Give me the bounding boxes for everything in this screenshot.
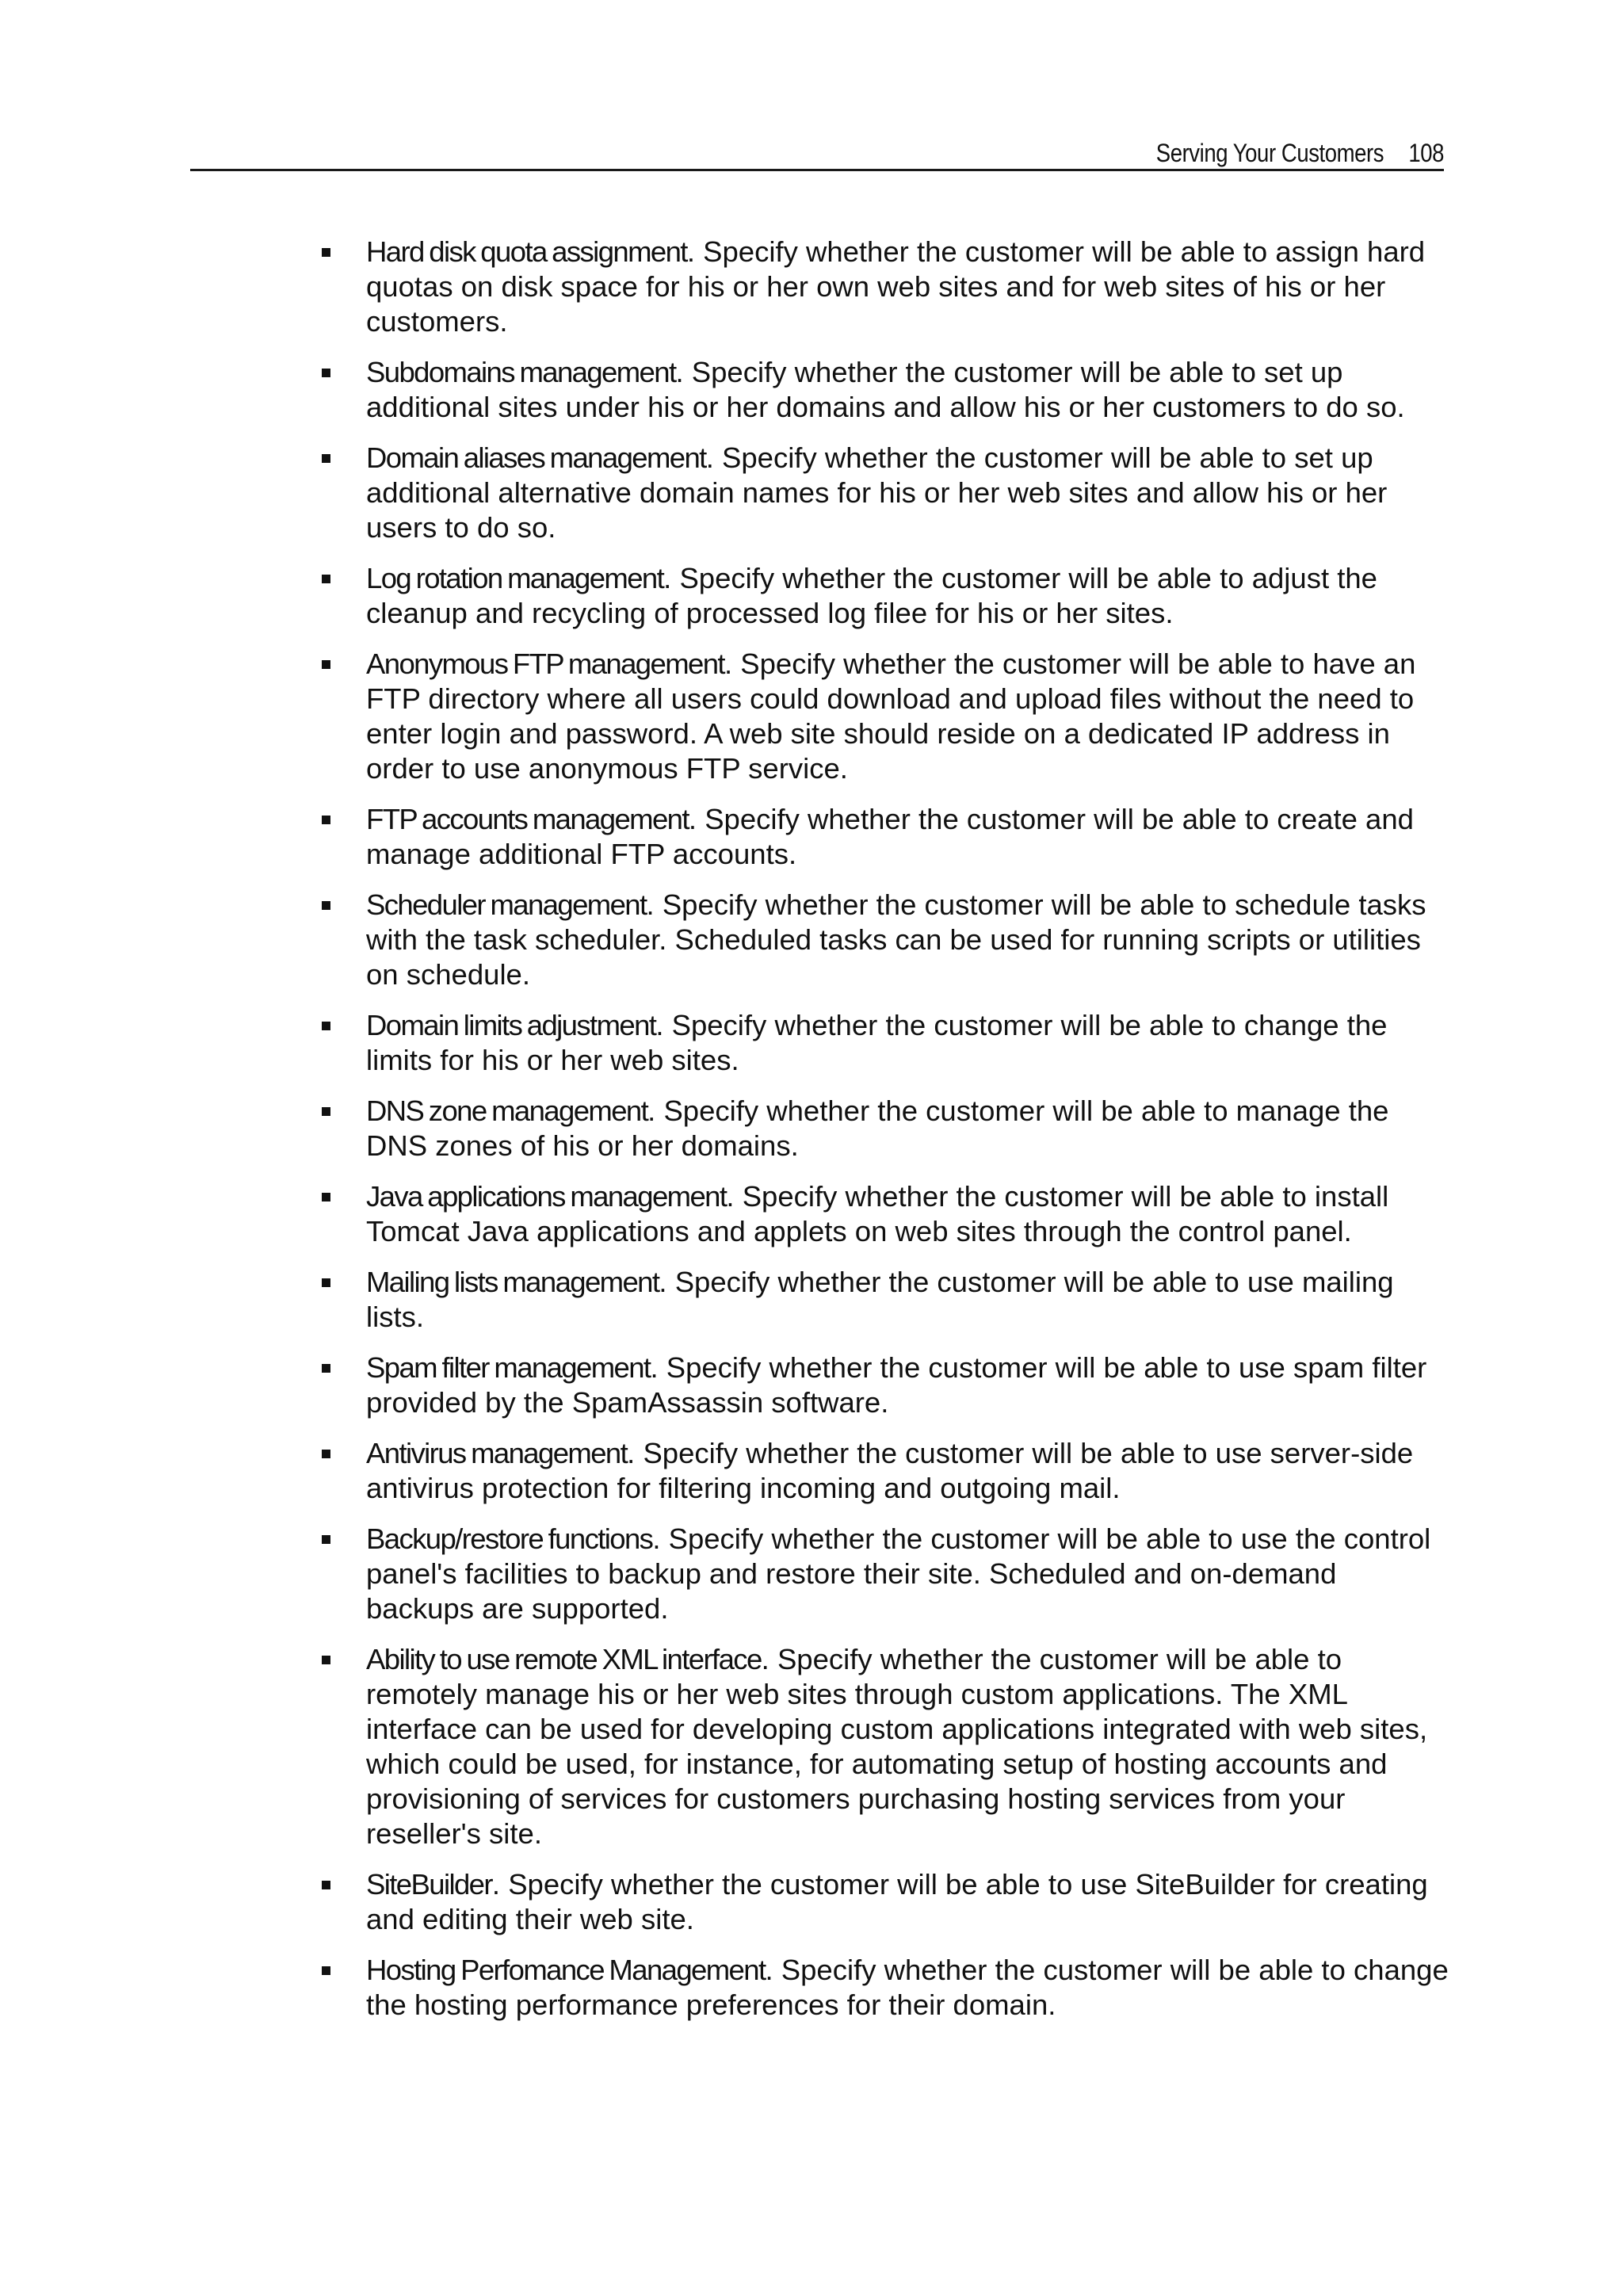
item-term: FTP accounts management bbox=[366, 803, 689, 835]
list-item bbox=[315, 235, 1449, 339]
square-bullet-icon bbox=[322, 369, 330, 377]
square-bullet-icon bbox=[322, 816, 330, 824]
item-description: . Specify whether the customer will be able to use mailing lists. bbox=[366, 1266, 1394, 1333]
list-item bbox=[315, 647, 1449, 786]
list-item bbox=[315, 1436, 1449, 1506]
item-description: . Specify whether the customer will be able to use the control panel's facilities to backup and restore their site. Scheduled and on-demand backups are supported. bbox=[366, 1522, 1431, 1625]
item-term: Scheduler management bbox=[366, 888, 647, 921]
list-item bbox=[315, 355, 1449, 425]
square-bullet-icon bbox=[322, 1022, 330, 1030]
square-bullet-icon bbox=[322, 1881, 330, 1889]
list-item bbox=[315, 1094, 1449, 1163]
item-description: . Specify whether the customer will be able to use spam filter provided by the SpamAssassin software. bbox=[366, 1351, 1427, 1419]
square-bullet-icon bbox=[322, 1193, 330, 1201]
square-bullet-icon bbox=[322, 660, 330, 669]
item-term: Log rotation management bbox=[366, 562, 664, 594]
item-term: DNS zone management bbox=[366, 1095, 648, 1127]
list-item bbox=[315, 561, 1449, 631]
list-item bbox=[315, 441, 1449, 545]
item-term: Antivirus management bbox=[366, 1437, 628, 1469]
square-bullet-icon bbox=[322, 248, 330, 257]
item-description: . Specify whether the customer will be able to adjust the cleanup and recycling of processed log filee for his or her sites. bbox=[366, 562, 1377, 629]
item-description: . Specify whether the customer will be able to assign hard quotas on disk space for his or her own web sites and for web sites of his or her customers. bbox=[366, 235, 1426, 338]
item-description: . Specify whether the customer will be able to manage the DNS zones of his or her domains. bbox=[366, 1095, 1389, 1162]
square-bullet-icon bbox=[322, 1656, 330, 1664]
item-term: Mailing lists management bbox=[366, 1266, 659, 1298]
item-term: Backup/restore functions bbox=[366, 1522, 653, 1555]
list-item bbox=[315, 1265, 1449, 1335]
item-term: Hard disk quota assignment bbox=[366, 235, 687, 268]
item-term: Domain aliases management bbox=[366, 441, 706, 474]
list-item bbox=[315, 888, 1449, 992]
running-header-title: Serving Your Customers bbox=[1155, 139, 1384, 167]
list-item bbox=[315, 1953, 1449, 2023]
item-term: Java applications management bbox=[366, 1180, 727, 1213]
item-term: Domain limits adjustment bbox=[366, 1009, 656, 1041]
item-description: . Specify whether the customer will be able to create and manage additional FTP accounts. bbox=[366, 803, 1414, 870]
item-term: Spam filter management bbox=[366, 1351, 651, 1384]
page-number: 108 bbox=[1408, 139, 1444, 167]
square-bullet-icon bbox=[322, 1966, 330, 1975]
square-bullet-icon bbox=[322, 1364, 330, 1373]
square-bullet-icon bbox=[322, 575, 330, 583]
list-item bbox=[315, 1008, 1449, 1078]
item-description: . Specify whether the customer will be able to use SiteBuilder for creating and editing their web site. bbox=[366, 1868, 1428, 1935]
square-bullet-icon bbox=[322, 1278, 330, 1287]
item-term: Anonymous FTP management bbox=[366, 648, 724, 680]
list-item bbox=[315, 1350, 1449, 1420]
item-term: SiteBuilder bbox=[366, 1868, 492, 1901]
item-description: . Specify whether the customer will be able to have an FTP directory where all users could download and upload files without the need to enter login and password. A web site should reside on a dedicated IP address in order to use anonymous FTP service. bbox=[366, 648, 1416, 785]
page-header bbox=[190, 133, 1444, 171]
item-term: Ability to use remote XML interface bbox=[366, 1643, 762, 1675]
list-item bbox=[315, 802, 1449, 872]
square-bullet-icon bbox=[322, 454, 330, 463]
item-term: Hosting Perfomance Management bbox=[366, 1954, 766, 1986]
item-description: . Specify whether the customer will be able to remotely manage his or her web sites through custom applications. The XML interface can be used for developing custom applications integrated with web sites, which could be used, for instance, for automating setup of hosting accounts and provisioning of services for customers purchasing hosting services from your reseller's site. bbox=[366, 1643, 1428, 1850]
item-description: . Specify whether the customer will be able to schedule tasks with the task scheduler. Scheduled tasks can be used for running scripts or utilities on schedule. bbox=[366, 888, 1426, 991]
square-bullet-icon bbox=[322, 1107, 330, 1116]
item-description: . Specify whether the customer will be able to use server-side antivirus protection for filtering incoming and outgoing mail. bbox=[366, 1437, 1414, 1504]
item-description: . Specify whether the customer will be able to set up additional alternative domain names for his or her web sites and allow his or her users to do so. bbox=[366, 441, 1388, 544]
list-item bbox=[315, 1642, 1449, 1851]
item-description: . Specify whether the customer will be able to change the hosting performance preferences for their domain. bbox=[366, 1954, 1449, 2021]
item-description: . Specify whether the customer will be able to install Tomcat Java applications and applets on web sites through the control panel. bbox=[366, 1180, 1389, 1247]
square-bullet-icon bbox=[322, 901, 330, 910]
item-term: Subdomains management bbox=[366, 356, 676, 388]
square-bullet-icon bbox=[322, 1450, 330, 1458]
list-item bbox=[315, 1867, 1449, 1937]
list-item bbox=[315, 1179, 1449, 1249]
list-item bbox=[315, 1522, 1449, 1626]
item-description: . Specify whether the customer will be able to set up additional sites under his or her domains and allow his or her customers to do so. bbox=[366, 356, 1405, 423]
square-bullet-icon bbox=[322, 1535, 330, 1544]
item-description: . Specify whether the customer will be able to change the limits for his or her web sites. bbox=[366, 1009, 1388, 1076]
permissions-bullet-list bbox=[315, 235, 1449, 2038]
